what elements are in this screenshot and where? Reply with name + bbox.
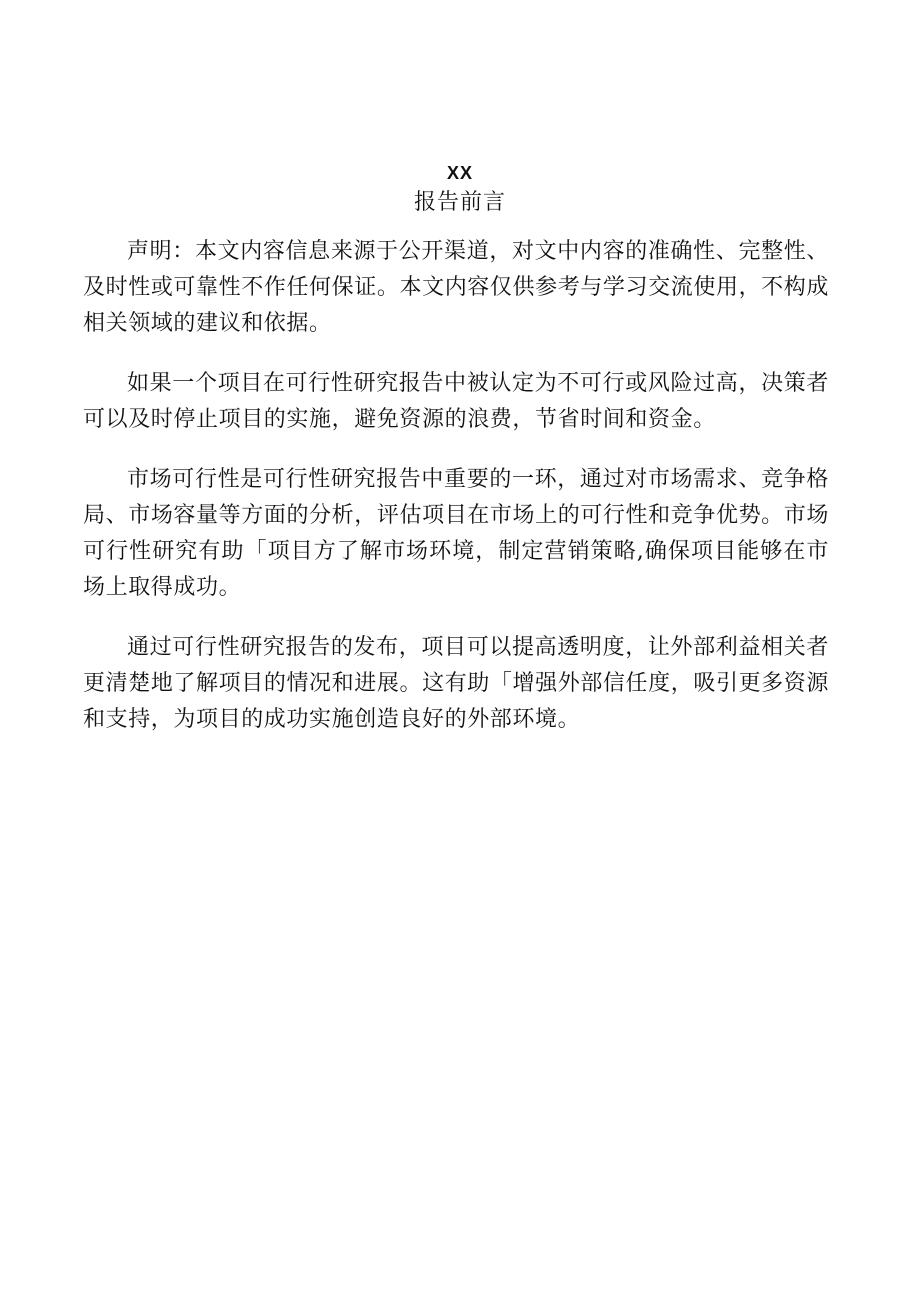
paragraph-risk: 如果一个项目在可行性研究报告中被认定为不可行或风险过高，决策者可以及时停止项目的实施，避免资源的浪费，节省时间和资金。 bbox=[83, 371, 829, 432]
paragraph-disclaimer: 声明：本文内容信息来源于公开渠道，对文中内容的准确性、完整性、及时性或可靠性不作任何保证。本文内容仅供参考与学习交流使用，不构成相关领域的建议和依据。 bbox=[83, 239, 829, 336]
document-code: XX bbox=[446, 163, 473, 183]
document-title: 报告前言 bbox=[413, 190, 506, 215]
document-header bbox=[0, 162, 920, 216]
paragraph-transparency: 通过可行性研究报告的发布，项目可以提高透明度，让外部利益相关者更清楚地了解项目的情况和进展。这有助「增强外部信任度，吸引更多资源和支持，为项目的成功实施创造良好的外部环境。 bbox=[83, 635, 829, 732]
document-body bbox=[83, 234, 829, 762]
paragraph-market: 市场可行性是可行性研究报告中重要的一环，通过对市场需求、竞争格局、市场容量等方面的分析，评估项目在市场上的可行性和竞争优势。市场可行性研究有助「项目方了解市场环境，制定营销策略,确保项目能够在市场上取得成功。 bbox=[83, 467, 829, 600]
